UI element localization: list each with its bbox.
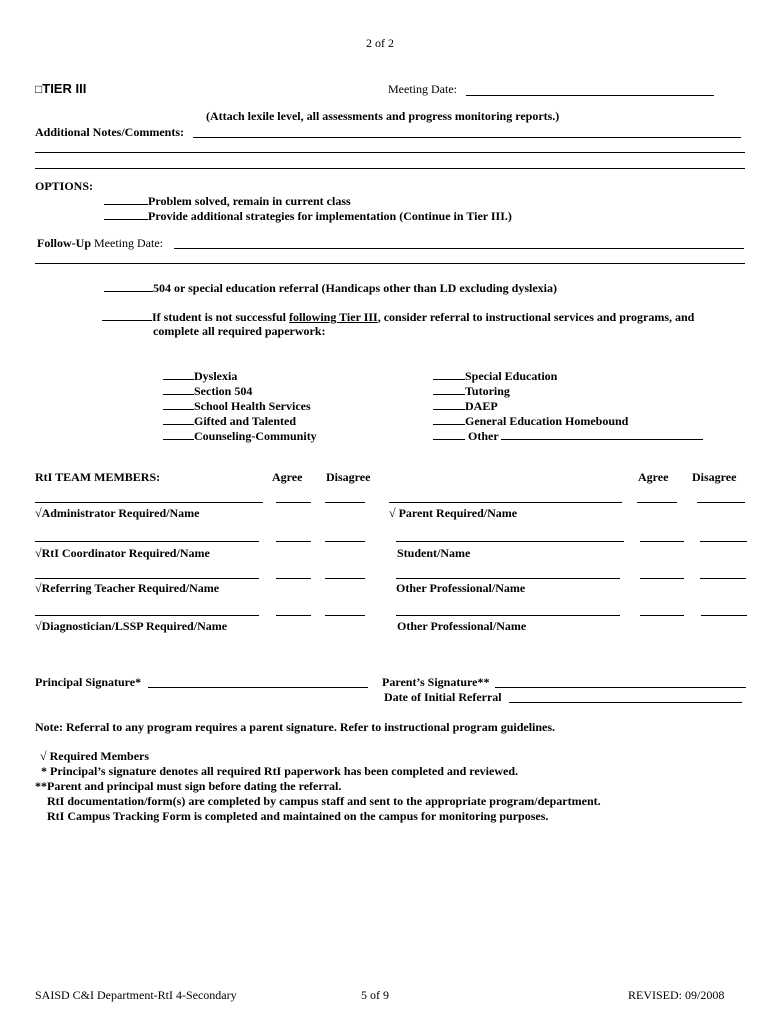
program-daep[interactable]: DAEP bbox=[433, 398, 498, 414]
team-member-referring-teacher: √Referring Teacher Required/Name bbox=[35, 581, 220, 595]
disagree-line[interactable] bbox=[701, 615, 747, 616]
agree-line[interactable] bbox=[640, 615, 684, 616]
program-counseling[interactable]: Counseling-Community bbox=[163, 428, 317, 444]
name-line[interactable] bbox=[35, 541, 259, 542]
name-line[interactable] bbox=[35, 615, 259, 616]
followup-line-2[interactable] bbox=[35, 263, 745, 264]
disagree-line[interactable] bbox=[325, 541, 365, 542]
referral-504-option[interactable]: 504 or special education referral (Handicaps other than LD excluding dyslexia) bbox=[104, 280, 557, 296]
tier-heading: □TIER III bbox=[35, 81, 87, 96]
notes-line-1[interactable] bbox=[193, 137, 741, 138]
disagree-header-left: Disagree bbox=[326, 470, 371, 484]
disagree-line[interactable] bbox=[700, 578, 746, 579]
footer-department: SAISD C&I Department-RtI 4-Secondary bbox=[35, 988, 237, 1002]
team-member-parent: √ Parent Required/Name bbox=[389, 506, 518, 520]
disagree-line[interactable] bbox=[325, 502, 365, 503]
attach-note: (Attach lexile level, all assessments and progress monitoring reports.) bbox=[206, 109, 560, 123]
team-label: RtI TEAM MEMBERS: bbox=[35, 470, 161, 484]
option-item[interactable]: Provide additional strategies for implementation (Continue in Tier III.) bbox=[104, 208, 512, 224]
footnote-required-members: √ Required Members bbox=[40, 749, 150, 763]
checkbox-icon[interactable]: □ bbox=[35, 82, 43, 96]
name-line[interactable] bbox=[396, 615, 620, 616]
principal-signature-label: Principal Signature* bbox=[35, 675, 142, 689]
meeting-date-label: Meeting Date: bbox=[388, 82, 457, 96]
followup-date-field[interactable] bbox=[174, 248, 744, 249]
disagree-line[interactable] bbox=[325, 578, 365, 579]
name-line[interactable] bbox=[389, 502, 622, 503]
agree-line[interactable] bbox=[640, 578, 684, 579]
program-section-504[interactable]: Section 504 bbox=[163, 383, 252, 399]
footer-revised: REVISED: 09/2008 bbox=[628, 988, 725, 1002]
footer-page-number: 5 of 9 bbox=[361, 988, 389, 1002]
followup-label: Follow-Up Meeting Date: bbox=[37, 236, 163, 250]
team-member-other-professional: Other Professional/Name bbox=[397, 619, 527, 633]
team-member-rti-coordinator: √RtI Coordinator Required/Name bbox=[35, 546, 210, 560]
agree-line[interactable] bbox=[637, 502, 677, 503]
name-line[interactable] bbox=[396, 578, 620, 579]
team-member-student: Student/Name bbox=[397, 546, 471, 560]
options-label: OPTIONS: bbox=[35, 179, 94, 193]
program-school-health[interactable]: School Health Services bbox=[163, 398, 311, 414]
notes-line-3[interactable] bbox=[35, 168, 745, 169]
agree-line[interactable] bbox=[276, 502, 311, 503]
additional-notes-label: Additional Notes/Comments: bbox=[35, 125, 184, 139]
disagree-line[interactable] bbox=[697, 502, 745, 503]
option-item[interactable]: Problem solved, remain in current class bbox=[104, 193, 351, 209]
footnote-documentation: RtI documentation/form(s) are completed by campus staff and sent to the appropriate program/department. bbox=[47, 794, 601, 808]
principal-signature-field[interactable] bbox=[148, 687, 368, 688]
initial-referral-label: Date of Initial Referral bbox=[384, 690, 502, 704]
program-other[interactable]: Other bbox=[433, 428, 703, 444]
referral-note: Note: Referral to any program requires a parent signature. Refer to instructional program guidelines. bbox=[35, 720, 556, 734]
notes-line-2[interactable] bbox=[35, 152, 745, 153]
meeting-date-field[interactable] bbox=[466, 95, 714, 96]
agree-header-left: Agree bbox=[272, 470, 303, 484]
agree-line[interactable] bbox=[276, 578, 311, 579]
name-line[interactable] bbox=[396, 541, 624, 542]
name-line[interactable] bbox=[35, 502, 263, 503]
name-line[interactable] bbox=[35, 578, 259, 579]
disagree-header-right: Disagree bbox=[692, 470, 737, 484]
program-dyslexia[interactable]: Dyslexia bbox=[163, 368, 237, 384]
footnote-principal: * Principal’s signature denotes all required RtI paperwork has been completed and reviewed. bbox=[41, 764, 518, 778]
agree-line[interactable] bbox=[276, 541, 311, 542]
agree-line[interactable] bbox=[640, 541, 684, 542]
disagree-line[interactable] bbox=[700, 541, 747, 542]
program-special-education[interactable]: Special Education bbox=[433, 368, 557, 384]
initial-referral-field[interactable] bbox=[509, 702, 742, 703]
footnote-tracking-form: RtI Campus Tracking Form is completed and maintained on the campus for monitoring purposes. bbox=[47, 809, 549, 823]
program-tutoring[interactable]: Tutoring bbox=[433, 383, 510, 399]
team-member-diagnostician: √Diagnostician/LSSP Required/Name bbox=[35, 619, 228, 633]
program-gifted[interactable]: Gifted and Talented bbox=[163, 413, 296, 429]
agree-header-right: Agree bbox=[638, 470, 669, 484]
not-successful-option[interactable]: If student is not successful following Tier III, consider referral to instructional services and programs, and bbox=[102, 309, 694, 325]
team-member-administrator: √Administrator Required/Name bbox=[35, 506, 200, 520]
program-homebound[interactable]: General Education Homebound bbox=[433, 413, 628, 429]
not-successful-line2: complete all required paperwork: bbox=[153, 324, 326, 338]
disagree-line[interactable] bbox=[325, 615, 365, 616]
footnote-parent-principal: **Parent and principal must sign before dating the referral. bbox=[35, 779, 342, 793]
parent-signature-field[interactable] bbox=[495, 687, 746, 688]
agree-line[interactable] bbox=[276, 615, 311, 616]
team-member-other-professional: Other Professional/Name bbox=[396, 581, 526, 595]
parent-signature-label: Parent’s Signature** bbox=[382, 675, 490, 689]
page-header: 2 of 2 bbox=[366, 36, 394, 50]
